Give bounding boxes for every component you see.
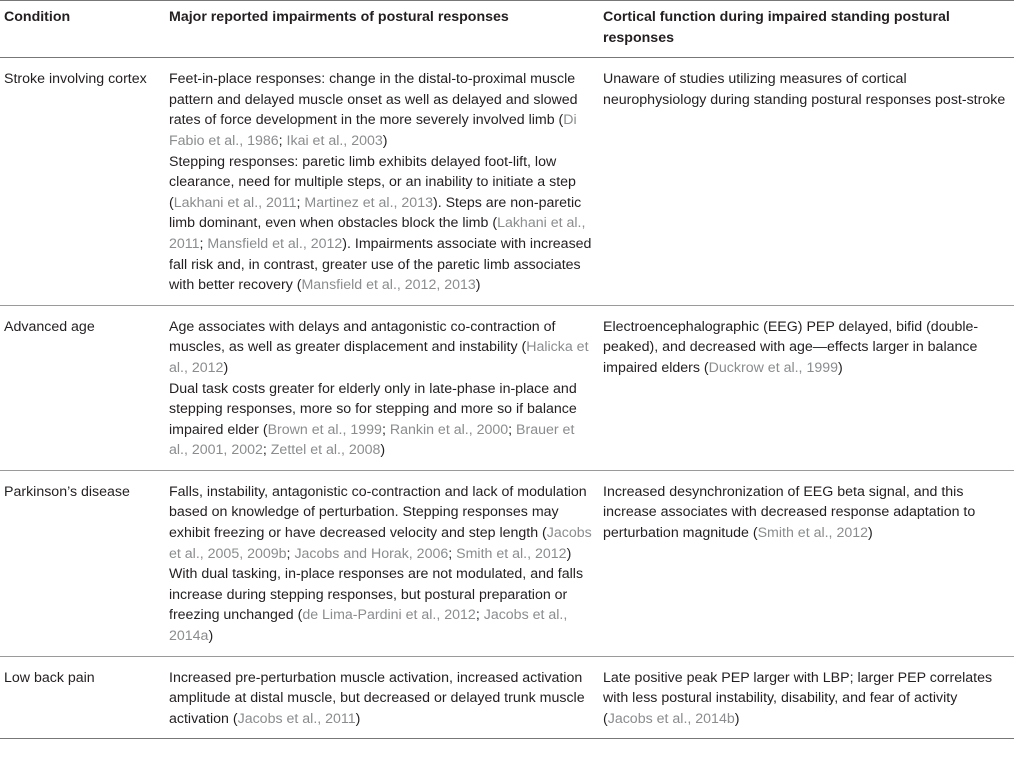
citation-link[interactable]: Mansfield et al., 2012 [207, 235, 343, 252]
condition-cell: Stroke involving cortex [0, 58, 165, 306]
citation-link[interactable]: Ikai et al., 2003 [286, 132, 383, 149]
impairment-paragraph: Falls, instability, antagonistic co-contraction and lack of modulation based on knowledge of perturbation. Stepping responses may exhibit freezing or have decreased velocity and step length (Jacobs et al., 2005, 2009b; Jacobs and Horak, 2006; Smith et al., 2012) [169, 483, 592, 562]
citation-link[interactable]: Lakhani et al., 2011 [169, 215, 586, 252]
header-cortical: Cortical function during impaired standing postural responses [599, 1, 1014, 58]
cortical-cell: Unaware of studies utilizing measures of cortical neurophysiology during standing postural responses post-stroke [599, 58, 1014, 306]
citation-link[interactable]: Lakhani et al., 2011 [173, 194, 297, 211]
impairment-paragraph: Feet-in-place responses: change in the distal-to-proximal muscle pattern and delayed muscle onset as well as delayed and slowed rates of force development in the more severely involved limb (Di Fabio et al., 1986; Ikai et al., 2003) [169, 71, 578, 149]
cortical-cell: Electroencephalographic (EEG) PEP delayed, bifid (double-peaked), and decreased with age—effects larger in balance impaired elders (Duckrow et al., 1999) [599, 305, 1014, 470]
citation-link[interactable]: Rankin et al., 2000 [389, 421, 509, 438]
citation-link[interactable]: Martinez et al., 2013 [304, 194, 433, 211]
impairments-cell [165, 58, 599, 306]
table-row [0, 305, 1014, 470]
cortical-cell: Late positive peak PEP larger with LBP; larger PEP correlates with less postural instability, disability, and fear of activity (Jacobs et al., 2014b) [599, 656, 1014, 739]
impairment-paragraph: Age associates with delays and antagonistic co-contraction of muscles, as well as greater displacement and instability (Halicka et al., 2012) [169, 318, 589, 376]
impairment-paragraph: Dual task costs greater for elderly only in late-phase in-place and stepping responses, more so for stepping and more so if balance impaired elder (Brown et al., 1999; Rankin et al., 2000; Brauer et al., 2001, 2002; Zettel et al., 2008) [169, 380, 577, 459]
citation-link[interactable]: Brown et al., 1999 [267, 421, 382, 438]
header-impairments: Major reported impairments of postural responses [165, 1, 599, 58]
impairment-paragraph: With dual tasking, in-place responses are not modulated, and falls increase during stepping responses, but postural preparation or freezing unchanged (de Lima-Pardini et al., 2012; Jacobs et al., 2014a) [169, 566, 584, 645]
citation-link[interactable]: de Lima-Pardini et al., 2012 [302, 607, 476, 624]
impairments-cell [165, 305, 599, 470]
citation-link[interactable]: Jacobs and Horak, 2006 [294, 545, 449, 562]
citation-link[interactable]: Jacobs et al., 2014b [607, 710, 735, 727]
condition-cell: Low back pain [0, 656, 165, 739]
table-row [0, 470, 1014, 656]
citation-link[interactable]: Brauer et al., 2001, 2002 [169, 421, 575, 459]
impairment-paragraph: Stepping responses: paretic limb exhibits delayed foot-lift, low clearance, need for multiple steps, or an inability to initiate a step (Lakhani et al., 2011; Martinez et al., 2013). Steps are non-paretic limb dominant, even when obstacles block the limb (Lakhani et al., 2011; Mansfield et al., 2012). Impairments associate with increased fall risk and, in contrast, greater use of the paretic limb associates with better recovery (Mansfield et al., 2012, 2013) [169, 153, 592, 294]
citation-link[interactable]: Mansfield et al., 2012, 2013 [301, 277, 476, 294]
condition-cell: Advanced age [0, 305, 165, 470]
header-row [0, 1, 1014, 58]
citation-link[interactable]: Zettel et al., 2008 [270, 442, 381, 459]
cortical-cell: Increased desynchronization of EEG beta signal, and this increase associates with decreased response adaptation to perturbation magnitude (Smith et al., 2012) [599, 470, 1014, 656]
table-row [0, 58, 1014, 306]
citation-link[interactable]: Duckrow et al., 1999 [708, 359, 839, 376]
table-row [0, 656, 1014, 739]
citation-link[interactable]: Smith et al., 2012 [757, 525, 869, 542]
citation-link[interactable]: Smith et al., 2012 [456, 545, 567, 562]
citation-link[interactable]: Di Fabio et al., 1986 [169, 112, 577, 149]
header-condition: Condition [0, 1, 165, 58]
citation-link[interactable]: Jacobs et al., 2014a [169, 607, 568, 645]
impairments-cell [165, 470, 599, 656]
citation-link[interactable]: Halicka et al., 2012 [169, 339, 589, 376]
condition-cell: Parkinson’s disease [0, 470, 165, 656]
citation-link[interactable]: Jacobs et al., 2011 [237, 710, 356, 727]
impairment-paragraph: Increased pre-perturbation muscle activation, increased activation amplitude at distal muscle, but decreased or delayed trunk muscle activation (Jacobs et al., 2011) [169, 669, 585, 727]
citation-link[interactable]: Jacobs et al., 2005, 2009b [169, 525, 592, 562]
impairments-cell [165, 656, 599, 739]
